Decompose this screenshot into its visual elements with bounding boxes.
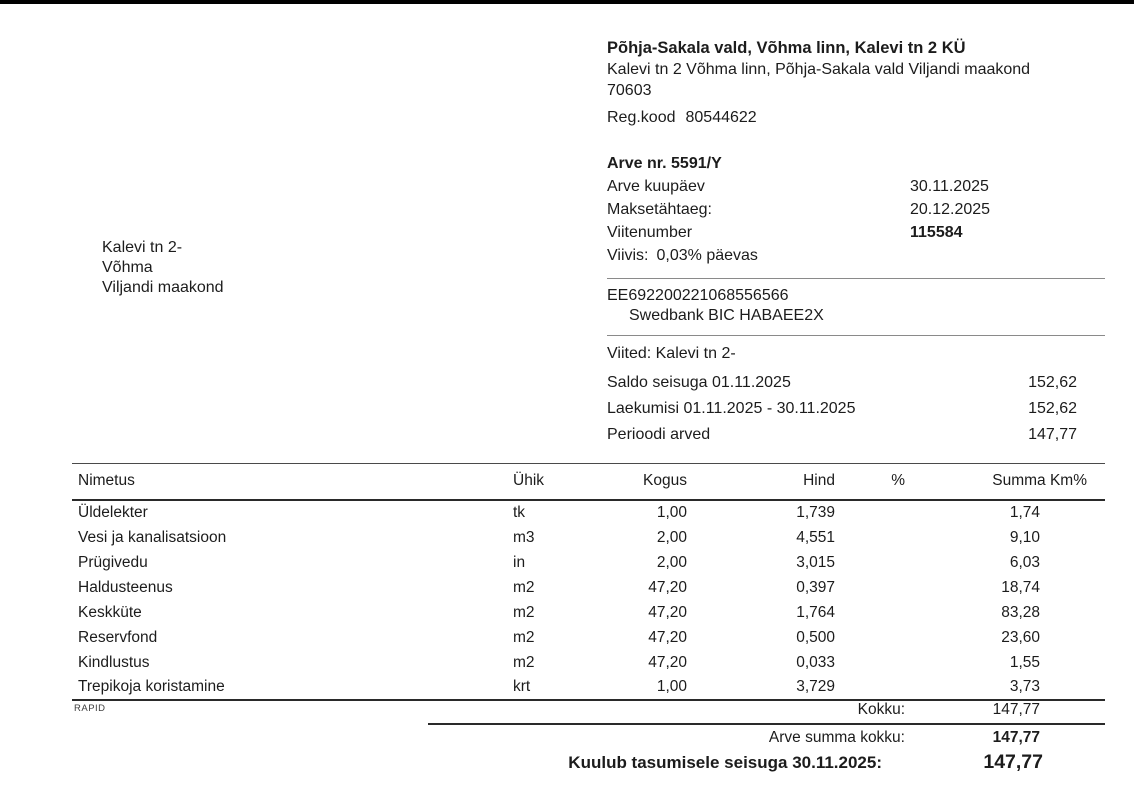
invoice-header-block [607, 38, 1105, 448]
item-qty: 47,20 [648, 653, 687, 671]
item-unit: m3 [513, 528, 535, 546]
col-header-name: Nimetus [72, 464, 510, 501]
reg-code-label: Reg.kood [607, 109, 676, 126]
item-unit: m2 [513, 653, 535, 671]
late-fee-value: 0,03% päevas [656, 247, 758, 264]
balance-row [607, 422, 1105, 448]
table-row [72, 575, 1105, 600]
item-qty: 1,00 [656, 504, 687, 521]
invoice-meta-block [607, 152, 1105, 267]
late-fee-label: Viivis: [607, 247, 649, 264]
table-row [72, 525, 1105, 550]
payments-received-value: 152,62 [1028, 400, 1077, 417]
bank-iban: EE692200221068556566 [607, 287, 789, 304]
item-price: 3,015 [796, 553, 835, 571]
item-percent [838, 650, 908, 675]
payment-reference: Viited: Kalevi tn 2- [607, 345, 736, 362]
late-fee-row [607, 244, 1105, 267]
recipient-address-block [102, 238, 224, 298]
table-row [72, 650, 1105, 675]
item-percent [838, 625, 908, 650]
item-name: Üldelekter [78, 504, 148, 521]
col-header-qty: Kogus [570, 464, 690, 501]
item-unit: m2 [513, 578, 535, 596]
invoice-field-row [607, 198, 1105, 221]
col-header-sum: Summa Km% [908, 464, 1105, 501]
invoice-field-row [607, 175, 1105, 198]
supplier-reg-row [607, 107, 1105, 128]
table-row [72, 600, 1105, 625]
item-name: Kindlustus [78, 653, 150, 671]
table-row [72, 500, 1105, 525]
item-name: Prügivedu [78, 553, 148, 571]
col-header-unit: Ühik [510, 464, 570, 501]
bank-name: Swedbank BIC HABAEE2X [629, 307, 824, 324]
item-name: Haldusteenus [78, 578, 173, 596]
item-qty: 47,20 [648, 628, 687, 646]
reference-number-label: Viitenumber [607, 224, 693, 241]
item-unit: krt [510, 675, 570, 700]
item-price: 4,551 [796, 528, 835, 546]
item-unit: m2 [513, 628, 535, 646]
invoice-field-row [607, 221, 1105, 244]
table-row [72, 625, 1105, 650]
recipient-street: Kalevi tn 2- [102, 239, 183, 256]
supplier-name: Põhja-Sakala vald, Võhma linn, Kalevi tn 2 KÜ [607, 39, 966, 57]
item-unit: in [513, 553, 526, 571]
invoice-date-label: Arve kuupäev [607, 178, 705, 195]
item-price: 0,500 [796, 628, 835, 646]
item-name: Trepikoja koristamine [72, 675, 510, 700]
totals-divider-line [428, 723, 1105, 725]
invoice-number-title: Arve nr. 5591/Y [607, 155, 722, 172]
page-top-border [0, 0, 1134, 4]
item-price: 1,739 [796, 504, 835, 521]
item-unit: tk [513, 504, 526, 521]
item-sum: 18,74 [1001, 578, 1040, 596]
period-invoices-value: 147,77 [1028, 426, 1077, 443]
item-percent [838, 675, 908, 700]
balance-row [607, 370, 1105, 396]
col-header-price: Hind [690, 464, 838, 501]
item-name: Keskküte [78, 603, 142, 621]
item-name: Vesi ja kanalisatsioon [78, 528, 227, 546]
payments-received-label: Laekumisi 01.11.2025 - 30.11.2025 [607, 400, 856, 417]
item-qty: 1,00 [570, 675, 690, 700]
amount-due-value: 147,77 [983, 751, 1043, 773]
item-percent [838, 550, 908, 575]
item-sum: 1,55 [1009, 653, 1040, 671]
item-unit: m2 [513, 603, 535, 621]
invoice-total-value: 147,77 [992, 729, 1040, 746]
recipient-county: Viljandi maakond [102, 279, 224, 296]
item-sum: 3,73 [908, 675, 1105, 700]
item-percent [838, 500, 908, 525]
item-sum: 6,03 [1009, 553, 1040, 571]
supplier-address-line2: 70603 [607, 82, 652, 99]
item-price: 0,397 [796, 578, 835, 596]
item-price: 1,764 [796, 603, 835, 621]
table-row [72, 675, 1105, 700]
subtotal-label: Kokku: [857, 701, 905, 718]
due-date-value: 20.12.2025 [910, 201, 991, 218]
amount-due-label: Kuulub tasumisele seisuga 30.11.2025: [568, 753, 882, 772]
item-qty: 2,00 [656, 553, 687, 571]
software-watermark: RAPID [74, 703, 106, 714]
item-percent [838, 575, 908, 600]
reg-code-value: 80544622 [685, 109, 757, 126]
item-qty: 2,00 [656, 528, 687, 546]
item-sum: 23,60 [1001, 628, 1040, 646]
item-percent [838, 600, 908, 625]
item-price: 3,729 [690, 675, 838, 700]
balance-row [607, 396, 1105, 422]
item-price: 0,033 [796, 653, 835, 671]
item-sum: 9,10 [1009, 528, 1040, 546]
col-header-percent: % [838, 464, 908, 501]
invoice-date-value: 30.11.2025 [910, 178, 989, 195]
subtotal-value: 147,77 [992, 701, 1040, 718]
item-qty: 47,20 [648, 603, 687, 621]
reference-number-value: 115584 [910, 224, 963, 241]
period-invoices-label: Perioodi arved [607, 426, 711, 443]
item-name: Reservfond [78, 628, 158, 646]
recipient-city: Võhma [102, 259, 153, 276]
bank-details-block [607, 279, 1105, 335]
opening-balance-value: 152,62 [1028, 374, 1077, 391]
invoice-total-label: Arve summa kokku: [768, 729, 905, 746]
table-header-row [72, 464, 1105, 501]
opening-balance-label: Saldo seisuga 01.11.2025 [607, 374, 791, 391]
table-row [72, 550, 1105, 575]
item-sum: 1,74 [1009, 504, 1040, 521]
item-qty: 47,20 [648, 578, 687, 596]
item-sum: 83,28 [1001, 603, 1040, 621]
line-items-table [72, 463, 1105, 701]
item-percent [838, 525, 908, 550]
separator-line [607, 335, 1105, 336]
due-date-label: Maksetähtaeg: [607, 201, 712, 218]
supplier-address-line1: Kalevi tn 2 Võhma linn, Põhja-Sakala vald Viljandi maakond [607, 61, 1031, 78]
balance-summary [607, 370, 1105, 448]
